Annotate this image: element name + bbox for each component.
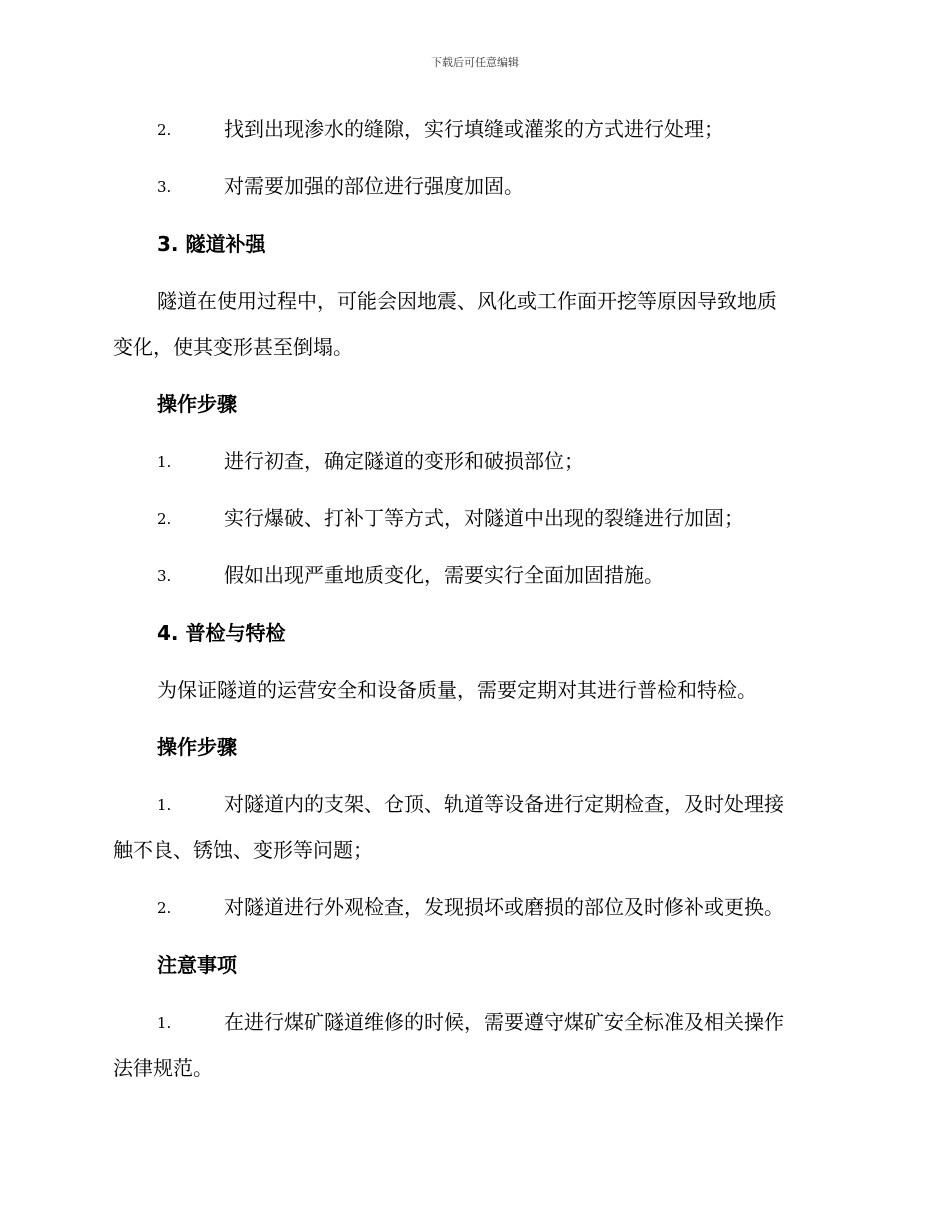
list-item-text: 对需要加强的部位进行强度加固。 (224, 174, 524, 198)
list-item-number: 1. (157, 453, 172, 471)
list-item-number: 2. (157, 899, 172, 917)
list-item-text: 对隧道进行外观检查，发现损坏或磨损的部位及时修补或更换。 (224, 895, 784, 919)
subsection-heading: 注意事项 (157, 953, 237, 977)
list-item-number: 1. (157, 1014, 172, 1032)
list-item-text: 实行爆破、打补丁等方式，对隧道中出现的裂缝进行加固； (224, 506, 744, 530)
page-header: 下载后可任意编辑 (431, 56, 519, 69)
section-heading: 3. 隧道补强 (157, 232, 266, 256)
paragraph-line: 为保证隧道的运营安全和设备质量，需要定期对其进行普检和特检。 (157, 678, 757, 702)
paragraph-line: 隧道在使用过程中，可能会因地震、风化或工作面开挖等原因导致地质 (157, 289, 777, 313)
list-item-text: 在进行煤矿隧道维修的时候，需要遵守煤矿安全标准及相关操作 (224, 1010, 784, 1034)
section-heading: 4. 普检与特检 (157, 621, 286, 645)
list-item-number: 2. (157, 121, 172, 139)
list-item-number: 3. (157, 567, 172, 585)
list-item-text: 对隧道内的支架、仓顶、轨道等设备进行定期检查，及时处理接 (224, 792, 784, 816)
list-item-number: 2. (157, 510, 172, 528)
subsection-heading: 操作步骤 (157, 735, 237, 759)
paragraph-line: 变化，使其变形甚至倒塌。 (113, 335, 353, 359)
list-item-continuation: 法律规范。 (113, 1056, 213, 1080)
list-item-number: 3. (157, 178, 172, 196)
list-item-number: 1. (157, 796, 172, 814)
list-item-continuation: 触不良、锈蚀、变形等问题； (113, 838, 373, 862)
list-item-text: 进行初查，确定隧道的变形和破损部位； (224, 449, 584, 473)
list-item-text: 假如出现严重地质变化，需要实行全面加固措施。 (224, 563, 664, 587)
subsection-heading: 操作步骤 (157, 392, 237, 416)
list-item-text: 找到出现渗水的缝隙，实行填缝或灌浆的方式进行处理； (224, 117, 724, 141)
